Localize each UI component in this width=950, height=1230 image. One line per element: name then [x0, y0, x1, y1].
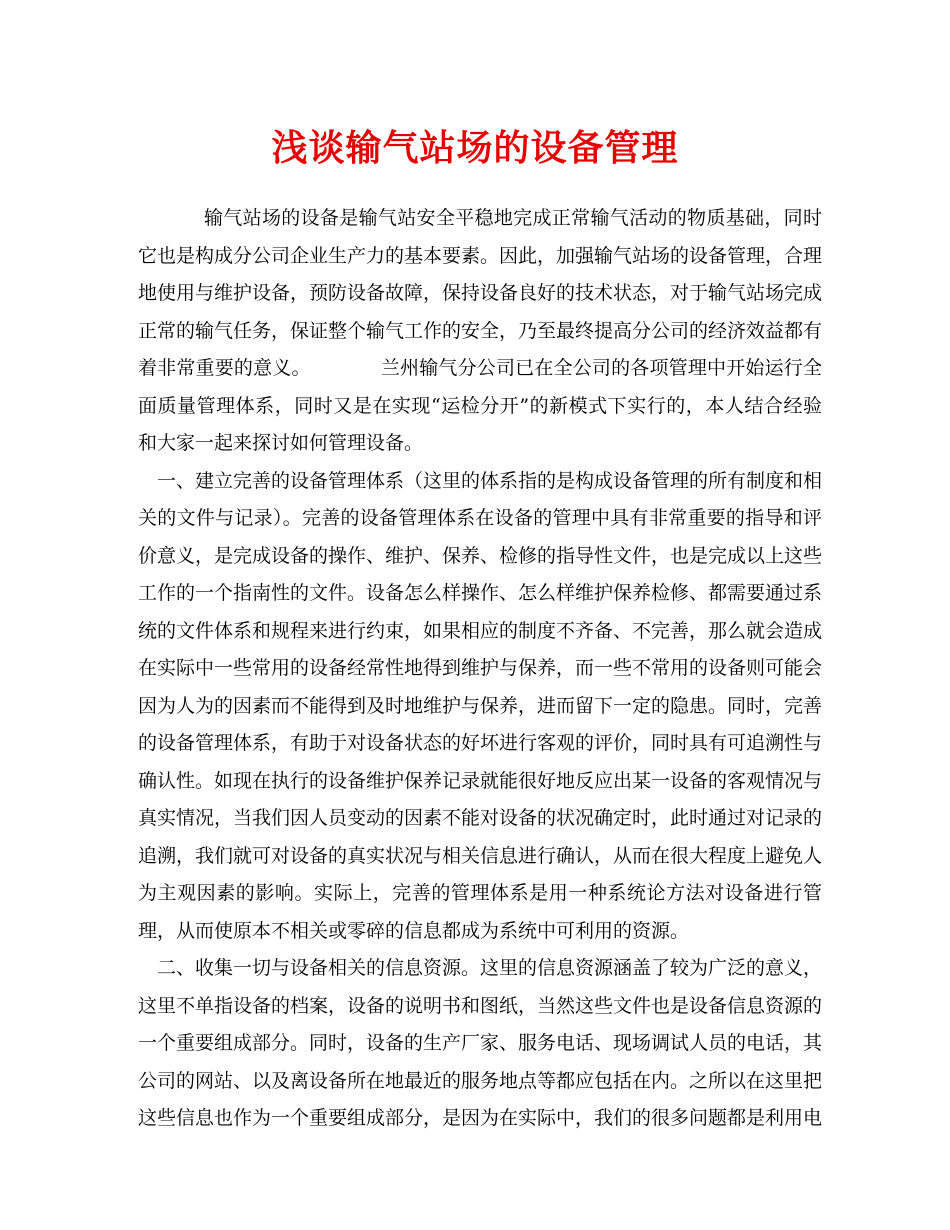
- paragraph-section-2: 二、收集一切与设备相关的信息资源。这里的信息资源涵盖了较为广泛的意义，这里不单指设备的档案，设备的说明书和图纸，当然这些文件也是设备信息资源的一个重要组成部分。同时，设备的生产厂家、服务电话、现场调试人员的电话，其公司的网站、以及离设备所在地最近的服务地点等都应包括在内。之所以在这里把这些信息也作为一个重要组成部分，是因为在实际中，我们的很多问题都是利用电: [138, 957, 823, 1129]
- paragraph-intro-part1: 输气站场的设备是输气站安全平稳地完成正常输气活动的物质基础，同时它也是构成分公司企业生产力的基本要素。因此，加强输气站场的设备管理，合理地使用与维护设备，预防设备故障，保持设备良好的技术状态，对于输气站场完成正常的输气任务，保证整个输气工作的安全，乃至最终提高分公司的经济效益都有着非常重要的意义。: [138, 207, 823, 379]
- paragraph-intro-part2: 兰州输气分公司已在全公司的各项管理中开始运行全面质量管理体系，同时又是在实现“运检分开”的新模式下实行的，本人结合经验和大家一起来探讨如何管理设备。: [138, 357, 822, 454]
- document-title: 浅谈输气站场的设备管理: [271, 127, 679, 169]
- paragraph-section-1: 一、建立完善的设备管理体系（这里的体系指的是构成设备管理的所有制度和相关的文件与记录）。完善的设备管理体系在设备的管理中具有非常重要的指导和评价意义，是完成设备的操作、维护、保养、检修的指导性文件，也是完成以上这些工作的一个指南性的文件。设备怎么样操作、怎么样维护保养检修、都需要通过系统的文件体系和规程来进行约束，如果相应的制度不齐备、不完善，那么就会造成在实际中一些常用的设备经常性地得到维护与保养，而一些不常用的设备则可能会因为人为的因素而不能得到及时地维护与保养，进而留下一定的隐患。同时，完善的设备管理体系，有助于对设备状态的好坏进行客观的评价，同时具有可追溯性与确认性。如现在执行的设备维护保养记录就能很好地反应出某一设备的客观情况与真实情况，当我们因人员变动的因素不能对设备的状况确定时，此时通过对记录的追溯，我们就可对设备的真实状况与相关信息进行确认，从而在很大程度上避免人为主观因素的影响。实际上，完善的管理体系是用一种系统论方法对设备进行管理，从而使原本不相关或零碎的信息都成为系统中可利用的资源。: [138, 469, 823, 942]
- paragraph-intro: [138, 200, 822, 463]
- document-body: [138, 200, 822, 1138]
